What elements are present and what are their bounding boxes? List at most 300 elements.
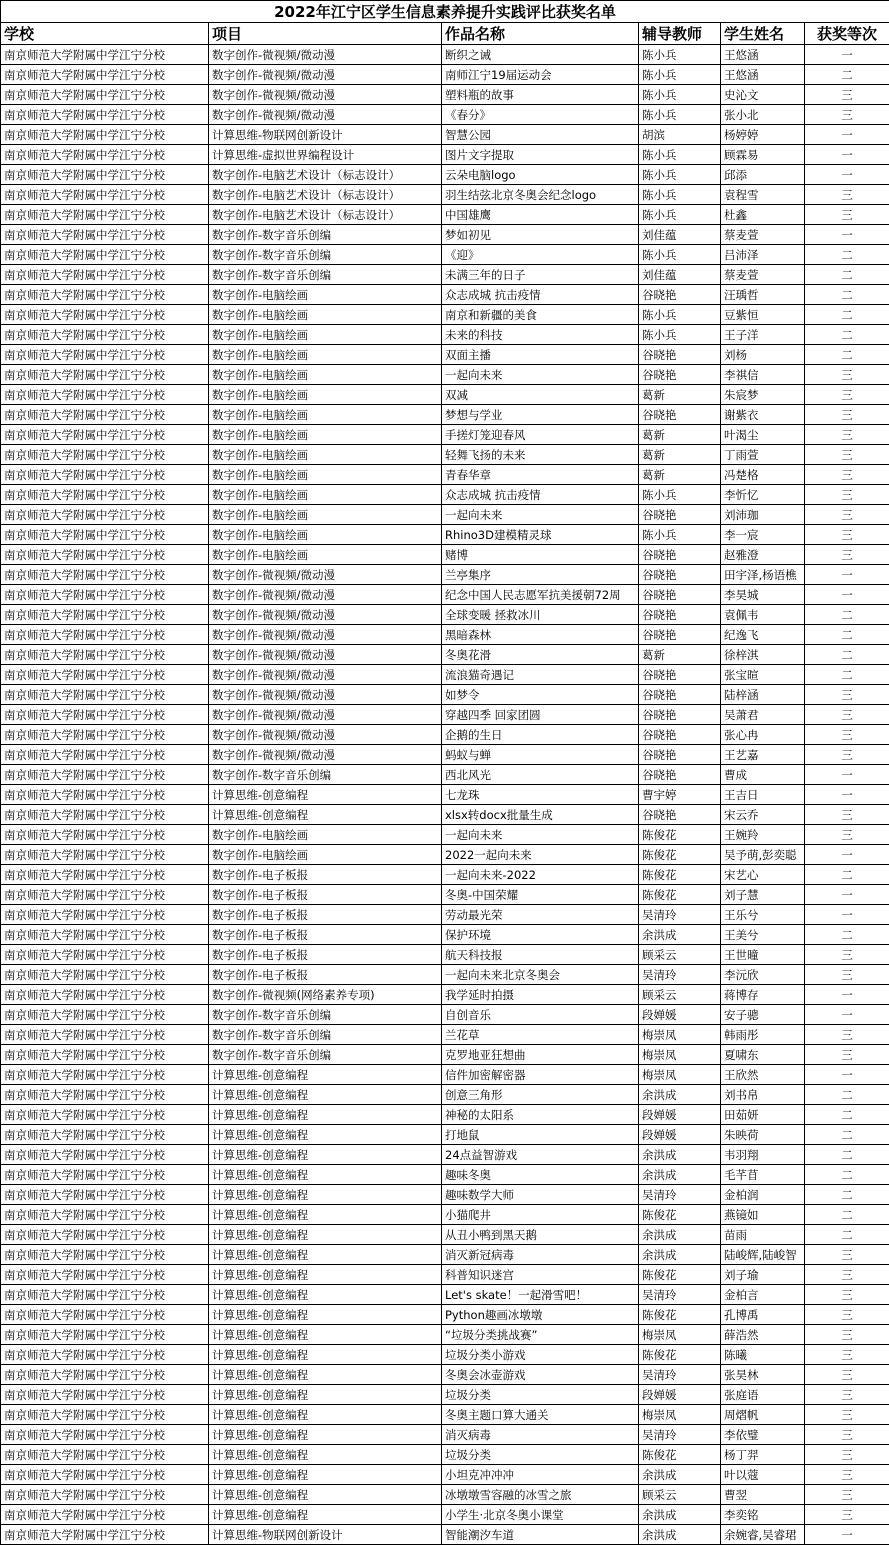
cell-school: 南京师范大学附属中学江宁分校 (1, 1305, 209, 1325)
table-row (1, 1425, 889, 1445)
cell-project: 数字创作-微视频/微动漫 (209, 105, 442, 125)
cell-teacher: 谷晓艳 (639, 805, 721, 825)
cell-award: 三 (805, 405, 889, 425)
cell-award: 二 (805, 305, 889, 325)
cell-student: 苗雨 (721, 1225, 805, 1245)
cell-award: 一 (805, 885, 889, 905)
cell-project: 数字创作-电脑绘画 (209, 385, 442, 405)
table-row (1, 705, 889, 725)
cell-project: 数字创作-电子板报 (209, 925, 442, 945)
cell-school: 南京师范大学附属中学江宁分校 (1, 1505, 209, 1525)
cell-project: 数字创作-电脑艺术设计（标志设计） (209, 165, 442, 185)
cell-work: 一起向未来-2022 (442, 865, 639, 885)
cell-award: 三 (805, 745, 889, 765)
header-work: 作品名称 (442, 23, 639, 45)
cell-school: 南京师范大学附属中学江宁分校 (1, 245, 209, 265)
table-row (1, 1325, 889, 1345)
cell-work: 蚂蚁与蝉 (442, 745, 639, 765)
cell-work: 轻舞飞扬的未来 (442, 445, 639, 465)
cell-award: 三 (805, 1365, 889, 1385)
table-row (1, 365, 889, 385)
cell-award: 一 (805, 225, 889, 245)
cell-teacher: 谷晓艳 (639, 285, 721, 305)
cell-teacher: 吴清玲 (639, 1365, 721, 1385)
cell-award: 三 (805, 1445, 889, 1465)
cell-work: 流浪猫奇遇记 (442, 665, 639, 685)
cell-school: 南京师范大学附属中学江宁分校 (1, 785, 209, 805)
cell-teacher: 陈俊花 (639, 1265, 721, 1285)
cell-student: 韩雨彤 (721, 1025, 805, 1045)
header-project: 项目 (209, 23, 442, 45)
cell-project: 计算思维-创意编程 (209, 1365, 442, 1385)
cell-school: 南京师范大学附属中学江宁分校 (1, 905, 209, 925)
cell-award: 一 (805, 1525, 889, 1545)
cell-student: 吴萧君 (721, 705, 805, 725)
cell-work: 24点益智游戏 (442, 1145, 639, 1165)
cell-student: 余婉睿,吴睿珺 (721, 1525, 805, 1545)
cell-teacher: 段婵媛 (639, 1125, 721, 1145)
cell-work: 云朵电脑logo (442, 165, 639, 185)
cell-student: 徐梓淇 (721, 645, 805, 665)
cell-teacher: 余洪成 (639, 1245, 721, 1265)
cell-school: 南京师范大学附属中学江宁分校 (1, 685, 209, 705)
cell-student: 张宝暄 (721, 665, 805, 685)
table-row (1, 405, 889, 425)
cell-teacher: 陈俊花 (639, 1345, 721, 1365)
cell-student: 安子骢 (721, 1005, 805, 1025)
cell-work: “垃圾分类挑战赛” (442, 1325, 639, 1345)
cell-student: 赵雅澄 (721, 545, 805, 565)
cell-teacher: 吴清玲 (639, 1425, 721, 1445)
cell-work: 冬奥主题口算大通关 (442, 1405, 639, 1425)
cell-school: 南京师范大学附属中学江宁分校 (1, 285, 209, 305)
table-row (1, 645, 889, 665)
cell-award: 三 (805, 1465, 889, 1485)
cell-award: 二 (805, 265, 889, 285)
cell-teacher: 陈小兵 (639, 45, 721, 65)
cell-school: 南京师范大学附属中学江宁分校 (1, 805, 209, 825)
cell-teacher: 谷晓艳 (639, 605, 721, 625)
cell-project: 计算思维-创意编程 (209, 1305, 442, 1325)
cell-school: 南京师范大学附属中学江宁分校 (1, 1385, 209, 1405)
cell-school: 南京师范大学附属中学江宁分校 (1, 305, 209, 325)
cell-work: 冬奥花滑 (442, 645, 639, 665)
cell-school: 南京师范大学附属中学江宁分校 (1, 1085, 209, 1105)
cell-project: 计算思维-创意编程 (209, 1185, 442, 1205)
cell-work: 自创音乐 (442, 1005, 639, 1025)
cell-school: 南京师范大学附属中学江宁分校 (1, 185, 209, 205)
table-row (1, 1265, 889, 1285)
table-row (1, 105, 889, 125)
table-row (1, 1165, 889, 1185)
table-row (1, 285, 889, 305)
cell-award: 一 (805, 45, 889, 65)
cell-project: 数字创作-电脑绘画 (209, 465, 442, 485)
cell-school: 南京师范大学附属中学江宁分校 (1, 985, 209, 1005)
cell-student: 顾霖易 (721, 145, 805, 165)
cell-award: 二 (805, 1145, 889, 1165)
cell-work: 众志成城 抗击疫情 (442, 285, 639, 305)
cell-teacher: 陈俊花 (639, 825, 721, 845)
cell-school: 南京师范大学附属中学江宁分校 (1, 1405, 209, 1425)
cell-school: 南京师范大学附属中学江宁分校 (1, 1445, 209, 1465)
cell-project: 数字创作-电脑绘画 (209, 485, 442, 505)
cell-work: 羽生结弦北京冬奥会纪念logo (442, 185, 639, 205)
table-row (1, 1065, 889, 1085)
cell-student: 周熠帆 (721, 1405, 805, 1425)
cell-award: 二 (805, 245, 889, 265)
cell-student: 朱宸梦 (721, 385, 805, 405)
cell-teacher: 梅崇凤 (639, 1025, 721, 1045)
cell-school: 南京师范大学附属中学江宁分校 (1, 1245, 209, 1265)
cell-work: 我学延时拍摄 (442, 985, 639, 1005)
cell-work: 趣味数学大师 (442, 1185, 639, 1205)
cell-work: 一起向未来 (442, 365, 639, 385)
table-body (1, 45, 889, 1545)
cell-student: 宋艺心 (721, 865, 805, 885)
cell-project: 数字创作-微视频/微动漫 (209, 585, 442, 605)
cell-project: 数字创作-电脑绘画 (209, 505, 442, 525)
cell-award: 三 (805, 105, 889, 125)
cell-work: 纪念中国人民志愿军抗美援朝72周 (442, 585, 639, 605)
cell-student: 孔博禹 (721, 1305, 805, 1325)
table-row (1, 985, 889, 1005)
cell-student: 李依璧 (721, 1425, 805, 1445)
cell-student: 张庭语 (721, 1385, 805, 1405)
table-row (1, 925, 889, 945)
table-row (1, 1505, 889, 1525)
table-row (1, 205, 889, 225)
cell-award: 二 (805, 925, 889, 945)
cell-award: 三 (805, 425, 889, 445)
cell-work: 兰花草 (442, 1025, 639, 1045)
table-row (1, 825, 889, 845)
cell-teacher: 谷晓艳 (639, 725, 721, 745)
cell-award: 三 (805, 705, 889, 725)
cell-student: 王乐兮 (721, 905, 805, 925)
table-row (1, 1085, 889, 1105)
cell-award: 二 (805, 605, 889, 625)
cell-award: 一 (805, 1005, 889, 1025)
cell-project: 数字创作-微视频/微动漫 (209, 565, 442, 585)
cell-work: 冬奥-中国荣耀 (442, 885, 639, 905)
cell-project: 数字创作-电脑绘画 (209, 425, 442, 445)
cell-project: 数字创作-微视频/微动漫 (209, 665, 442, 685)
cell-award: 三 (805, 1025, 889, 1045)
cell-teacher: 陈俊花 (639, 885, 721, 905)
table-row (1, 865, 889, 885)
table-row (1, 345, 889, 365)
cell-school: 南京师范大学附属中学江宁分校 (1, 825, 209, 845)
cell-teacher: 陈小兵 (639, 525, 721, 545)
cell-teacher: 顾采云 (639, 1485, 721, 1505)
cell-school: 南京师范大学附属中学江宁分校 (1, 365, 209, 385)
cell-teacher: 顾采云 (639, 945, 721, 965)
cell-award: 三 (805, 1485, 889, 1505)
cell-teacher: 陈小兵 (639, 145, 721, 165)
cell-teacher: 刘佳蕴 (639, 265, 721, 285)
cell-project: 计算思维-创意编程 (209, 1385, 442, 1405)
cell-teacher: 段婵媛 (639, 1385, 721, 1405)
cell-award: 一 (805, 565, 889, 585)
cell-work: 科普知识迷宫 (442, 1265, 639, 1285)
cell-student: 王悠涵 (721, 45, 805, 65)
cell-student: 王悠涵 (721, 65, 805, 85)
cell-project: 数字创作-电脑绘画 (209, 325, 442, 345)
cell-project: 数字创作-微视频/微动漫 (209, 645, 442, 665)
cell-project: 数字创作-数字音乐创编 (209, 1045, 442, 1065)
cell-teacher: 余洪成 (639, 1465, 721, 1485)
cell-teacher: 谷晓艳 (639, 505, 721, 525)
cell-teacher: 谷晓艳 (639, 405, 721, 425)
cell-school: 南京师范大学附属中学江宁分校 (1, 565, 209, 585)
cell-school: 南京师范大学附属中学江宁分校 (1, 1325, 209, 1345)
cell-teacher: 陈小兵 (639, 485, 721, 505)
cell-student: 王婉羚 (721, 825, 805, 845)
cell-student: 毛芊苜 (721, 1165, 805, 1185)
cell-award: 二 (805, 1085, 889, 1105)
cell-project: 计算思维-虚拟世界编程设计 (209, 145, 442, 165)
cell-school: 南京师范大学附属中学江宁分校 (1, 425, 209, 445)
cell-project: 数字创作-微视频/微动漫 (209, 65, 442, 85)
cell-teacher: 陈俊花 (639, 1205, 721, 1225)
cell-project: 计算思维-创意编程 (209, 1065, 442, 1085)
table-row (1, 385, 889, 405)
cell-student: 金柏润 (721, 1185, 805, 1205)
cell-student: 吴予萌,彭奕聪 (721, 845, 805, 865)
cell-award: 二 (805, 1225, 889, 1245)
header-award: 获奖等次 (805, 23, 889, 45)
cell-award: 三 (805, 725, 889, 745)
cell-teacher: 胡滨 (639, 125, 721, 145)
cell-award: 二 (805, 285, 889, 305)
cell-teacher: 陈小兵 (639, 65, 721, 85)
cell-student: 汪瑀哲 (721, 285, 805, 305)
cell-work: 双面主播 (442, 345, 639, 365)
cell-work: 信件加密解密器 (442, 1065, 639, 1085)
table-row (1, 225, 889, 245)
cell-award: 三 (805, 965, 889, 985)
cell-award: 三 (805, 1265, 889, 1285)
cell-project: 计算思维-创意编程 (209, 785, 442, 805)
table-row (1, 545, 889, 565)
cell-award: 二 (805, 645, 889, 665)
cell-school: 南京师范大学附属中学江宁分校 (1, 1105, 209, 1125)
table-row (1, 85, 889, 105)
cell-student: 叶渴尘 (721, 425, 805, 445)
cell-project: 数字创作-电脑绘画 (209, 545, 442, 565)
cell-work: 打地鼠 (442, 1125, 639, 1145)
cell-student: 丁雨萱 (721, 445, 805, 465)
cell-work: 消灭新冠病毒 (442, 1245, 639, 1265)
table-row (1, 1045, 889, 1065)
table-row (1, 565, 889, 585)
cell-award: 三 (805, 685, 889, 705)
cell-work: 中国雄鹰 (442, 205, 639, 225)
table-row (1, 185, 889, 205)
cell-teacher: 陈俊花 (639, 845, 721, 865)
cell-student: 王子洋 (721, 325, 805, 345)
cell-work: 七龙珠 (442, 785, 639, 805)
table-row (1, 1365, 889, 1385)
cell-school: 南京师范大学附属中学江宁分校 (1, 1045, 209, 1065)
table-row (1, 65, 889, 85)
cell-award: 一 (805, 985, 889, 1005)
cell-award: 三 (805, 485, 889, 505)
table-row (1, 1465, 889, 1485)
cell-student: 王欣然 (721, 1065, 805, 1085)
cell-student: 纪逸飞 (721, 625, 805, 645)
cell-teacher: 谷晓艳 (639, 585, 721, 605)
cell-student: 曹成 (721, 765, 805, 785)
cell-school: 南京师范大学附属中学江宁分校 (1, 945, 209, 965)
cell-project: 计算思维-创意编程 (209, 1125, 442, 1145)
cell-work: 小猫爬井 (442, 1205, 639, 1225)
cell-award: 三 (805, 1285, 889, 1305)
table-row (1, 125, 889, 145)
cell-project: 数字创作-电脑绘画 (209, 365, 442, 385)
cell-project: 计算思维-创意编程 (209, 1265, 442, 1285)
cell-teacher: 段婵媛 (639, 1105, 721, 1125)
cell-award: 二 (805, 65, 889, 85)
table-row (1, 585, 889, 605)
cell-student: 谢紫衣 (721, 405, 805, 425)
table-row (1, 305, 889, 325)
cell-teacher: 吴清玲 (639, 1285, 721, 1305)
table-row (1, 505, 889, 525)
cell-work: 全球变暖 拯救冰川 (442, 605, 639, 625)
cell-work: 《春分》 (442, 105, 639, 125)
cell-student: 王艺嘉 (721, 745, 805, 765)
cell-student: 韦羽翔 (721, 1145, 805, 1165)
cell-school: 南京师范大学附属中学江宁分校 (1, 1025, 209, 1045)
cell-project: 数字创作-电脑绘画 (209, 345, 442, 365)
cell-project: 数字创作-电脑绘画 (209, 405, 442, 425)
cell-school: 南京师范大学附属中学江宁分校 (1, 1145, 209, 1165)
cell-project: 数字创作-数字音乐创编 (209, 245, 442, 265)
cell-work: 兰亭集序 (442, 565, 639, 585)
cell-work: 一起向未来北京冬奥会 (442, 965, 639, 985)
table-row (1, 1405, 889, 1425)
cell-award: 二 (805, 1165, 889, 1185)
cell-teacher: 余洪成 (639, 1525, 721, 1545)
cell-student: 刘子慧 (721, 885, 805, 905)
cell-award: 三 (805, 945, 889, 965)
cell-student: 陆峻辉,陆峻智 (721, 1245, 805, 1265)
cell-teacher: 陈小兵 (639, 205, 721, 225)
cell-teacher: 葛新 (639, 445, 721, 465)
cell-award: 二 (805, 325, 889, 345)
cell-school: 南京师范大学附属中学江宁分校 (1, 1125, 209, 1145)
cell-school: 南京师范大学附属中学江宁分校 (1, 385, 209, 405)
cell-school: 南京师范大学附属中学江宁分校 (1, 65, 209, 85)
cell-work: 趣味冬奥 (442, 1165, 639, 1185)
cell-teacher: 曹宇婷 (639, 785, 721, 805)
cell-project: 计算思维-创意编程 (209, 1505, 442, 1525)
cell-school: 南京师范大学附属中学江宁分校 (1, 1225, 209, 1245)
cell-project: 计算思维-创意编程 (209, 1485, 442, 1505)
header-row (1, 23, 889, 45)
cell-work: Rhino3D建模精灵球 (442, 525, 639, 545)
cell-student: 蔡麦萱 (721, 225, 805, 245)
cell-work: 消灭病毒 (442, 1425, 639, 1445)
cell-award: 三 (805, 1325, 889, 1345)
cell-teacher: 陈小兵 (639, 245, 721, 265)
cell-work: 梦如初见 (442, 225, 639, 245)
cell-award: 一 (805, 145, 889, 165)
cell-student: 叶以蔻 (721, 1465, 805, 1485)
cell-student: 张心冉 (721, 725, 805, 745)
cell-teacher: 葛新 (639, 465, 721, 485)
table-row (1, 145, 889, 165)
cell-school: 南京师范大学附属中学江宁分校 (1, 1485, 209, 1505)
cell-student: 夏啸东 (721, 1045, 805, 1065)
cell-student: 王美兮 (721, 925, 805, 945)
cell-teacher: 葛新 (639, 385, 721, 405)
cell-award: 二 (805, 665, 889, 685)
cell-student: 李沅欣 (721, 965, 805, 985)
cell-teacher: 吴清玲 (639, 965, 721, 985)
cell-school: 南京师范大学附属中学江宁分校 (1, 125, 209, 145)
cell-project: 计算思维-创意编程 (209, 1165, 442, 1185)
cell-work: 穿越四季 回家团圆 (442, 705, 639, 725)
cell-project: 数字创作-电脑艺术设计（标志设计） (209, 205, 442, 225)
cell-award: 三 (805, 1505, 889, 1525)
cell-student: 陆梓涵 (721, 685, 805, 705)
table-row (1, 445, 889, 465)
cell-student: 冯楚格 (721, 465, 805, 485)
cell-project: 数字创作-电脑绘画 (209, 845, 442, 865)
table-row (1, 485, 889, 505)
cell-teacher: 吴清玲 (639, 905, 721, 925)
cell-project: 数字创作-电子板报 (209, 965, 442, 985)
cell-work: 《迎》 (442, 245, 639, 265)
cell-school: 南京师范大学附属中学江宁分校 (1, 1285, 209, 1305)
cell-teacher: 谷晓艳 (639, 685, 721, 705)
cell-work: 赌博 (442, 545, 639, 565)
table-row (1, 945, 889, 965)
cell-school: 南京师范大学附属中学江宁分校 (1, 845, 209, 865)
cell-award: 一 (805, 845, 889, 865)
cell-award: 一 (805, 165, 889, 185)
cell-student: 李昊城 (721, 585, 805, 605)
cell-project: 数字创作-数字音乐创编 (209, 1025, 442, 1045)
cell-teacher: 葛新 (639, 425, 721, 445)
cell-work: 智能潮汐车道 (442, 1525, 639, 1545)
table-row (1, 785, 889, 805)
cell-work: 小坦克冲冲冲 (442, 1465, 639, 1485)
cell-school: 南京师范大学附属中学江宁分校 (1, 965, 209, 985)
cell-project: 数字创作-微视频(网络素养专项) (209, 985, 442, 1005)
cell-work: 2022一起向未来 (442, 845, 639, 865)
cell-student: 陈曦 (721, 1345, 805, 1365)
table-row (1, 1105, 889, 1125)
cell-award: 三 (805, 365, 889, 385)
cell-teacher: 梅崇凤 (639, 1045, 721, 1065)
table-row (1, 1145, 889, 1165)
table-row (1, 685, 889, 705)
cell-school: 南京师范大学附属中学江宁分校 (1, 1365, 209, 1385)
table-row (1, 525, 889, 545)
cell-teacher: 陈小兵 (639, 185, 721, 205)
cell-project: 计算思维-创意编程 (209, 1325, 442, 1345)
cell-work: 保护环境 (442, 925, 639, 945)
cell-teacher: 陈俊花 (639, 865, 721, 885)
cell-teacher: 谷晓艳 (639, 625, 721, 645)
cell-teacher: 陈俊花 (639, 1445, 721, 1465)
cell-award: 三 (805, 1425, 889, 1445)
cell-project: 计算思维-创意编程 (209, 1345, 442, 1365)
